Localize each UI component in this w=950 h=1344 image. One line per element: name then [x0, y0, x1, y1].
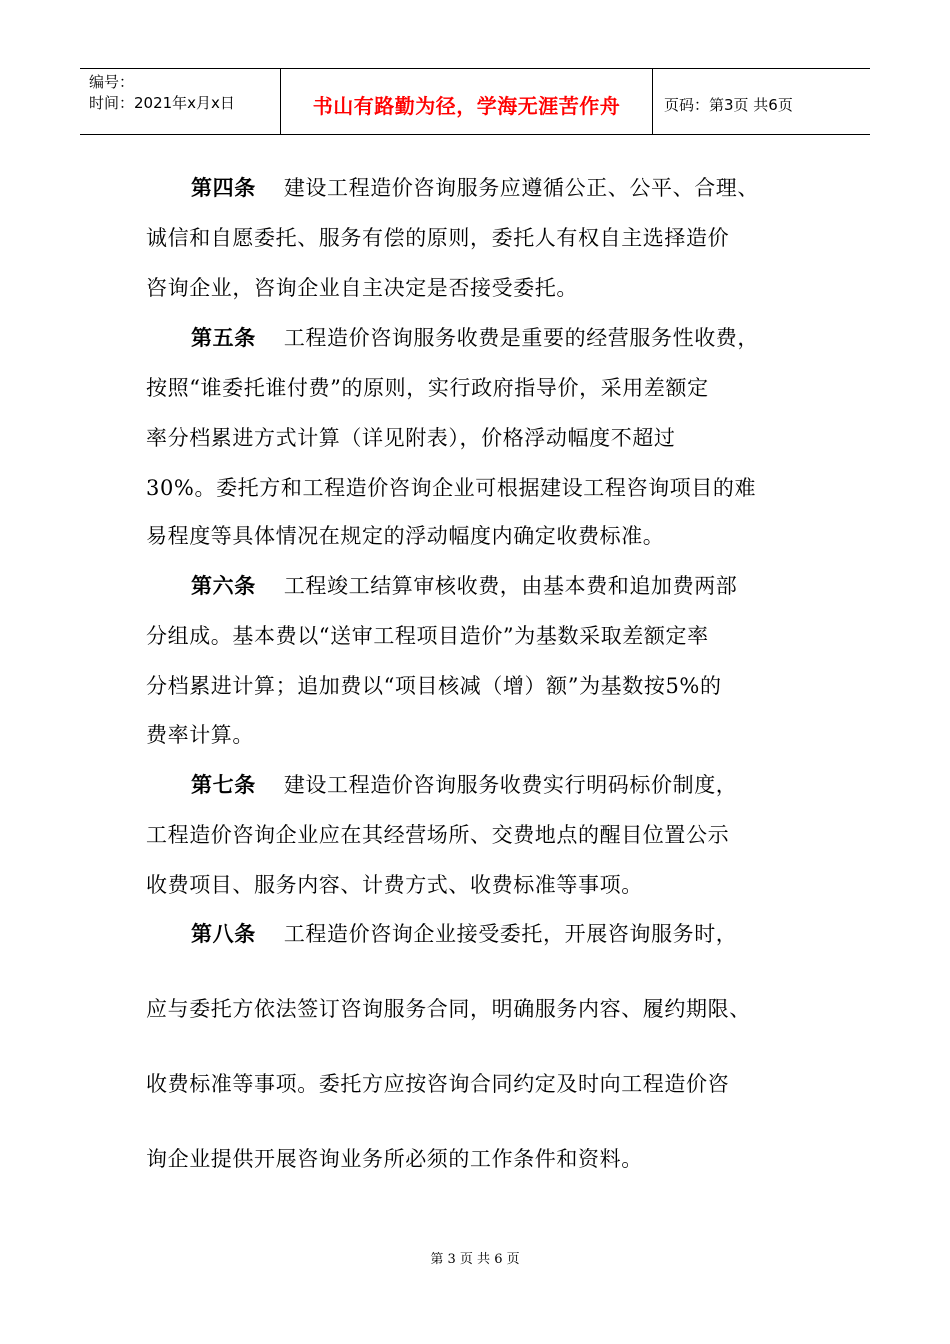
article-7-line-2: 工程造价咨询企业应在其经营场所、交费地点的醒目位置公示	[146, 823, 730, 847]
article-6-heading: 第六条	[191, 573, 256, 598]
article-4-text-1: 建设工程造价咨询服务应遵循公正、公平、合理、	[283, 176, 760, 200]
article-5-heading: 第五条	[191, 325, 256, 350]
article-8-heading: 第八条	[191, 921, 256, 946]
article-7-line-3: 收费项目、服务内容、计费方式、收费标准等事项。	[146, 873, 643, 897]
article-7-line-1	[191, 769, 737, 799]
article-6-line-1	[191, 570, 737, 600]
header-page-label: 页码：第3页 共6页	[664, 96, 793, 114]
article-5-text-1: 工程造价咨询服务收费是重要的经营服务性收费，	[283, 326, 760, 350]
article-5-line-3: 率分档累进方式计算（详见附表），价格浮动幅度不超过	[146, 426, 676, 450]
article-8-text-1: 工程造价咨询企业接受委托，开展咨询服务时，	[283, 922, 738, 946]
article-4-line-2: 诚信和自愿委托、服务有偿的原则，委托人有权自主选择造价	[146, 226, 730, 250]
article-8-line-3: 收费标准等事项。委托方应按咨询合同约定及时向工程造价咨	[146, 1072, 730, 1096]
header-page-cell	[653, 69, 870, 134]
article-4-line-3: 咨询企业，咨询企业自主决定是否接受委托。	[146, 276, 578, 300]
article-6-line-4: 费率计算。	[146, 723, 254, 747]
page-footer: 第 3 页 共 6 页	[430, 1252, 520, 1267]
header-motto: 书山有路勤为径，学海无涯苦作舟	[312, 94, 621, 118]
article-8-line-4: 询企业提供开展咨询业务所必须的工作条件和资料。	[146, 1147, 643, 1171]
header-number-label: 编号：	[89, 73, 135, 91]
article-5-line-4: 30%。委托方和工程造价咨询企业可根据建设工程咨询项目的难	[146, 476, 757, 500]
article-7-text-1: 建设工程造价咨询服务收费实行明码标价制度，	[283, 773, 738, 797]
article-5-line-1	[191, 322, 759, 352]
article-4-heading: 第四条	[191, 175, 256, 200]
article-7-heading: 第七条	[191, 772, 256, 797]
article-5-line-2: 按照“谁委托谁付费”的原则，实行政府指导价，采用差额定	[146, 376, 709, 400]
article-6-text-1: 工程竣工结算审核收费，由基本费和追加费两部	[283, 574, 738, 598]
header-meta-cell	[80, 69, 281, 134]
article-5-line-5: 易程度等具体情况在规定的浮动幅度内确定收费标准。	[146, 524, 665, 548]
article-4-line-1	[191, 172, 759, 202]
article-8-line-1	[191, 918, 737, 948]
article-6-line-2: 分组成。基本费以“送审工程项目造价”为基数采取差额定率	[146, 624, 709, 648]
article-8-line-2: 应与委托方依法签订咨询服务合同，明确服务内容、履约期限、	[146, 997, 751, 1021]
article-6-line-3: 分档累进计算；追加费以“项目核减（增）额”为基数按5%的	[146, 674, 722, 698]
page-header	[80, 68, 870, 135]
header-date-label: 时间：2021年x月x日	[89, 94, 235, 112]
header-motto-cell	[281, 69, 653, 134]
